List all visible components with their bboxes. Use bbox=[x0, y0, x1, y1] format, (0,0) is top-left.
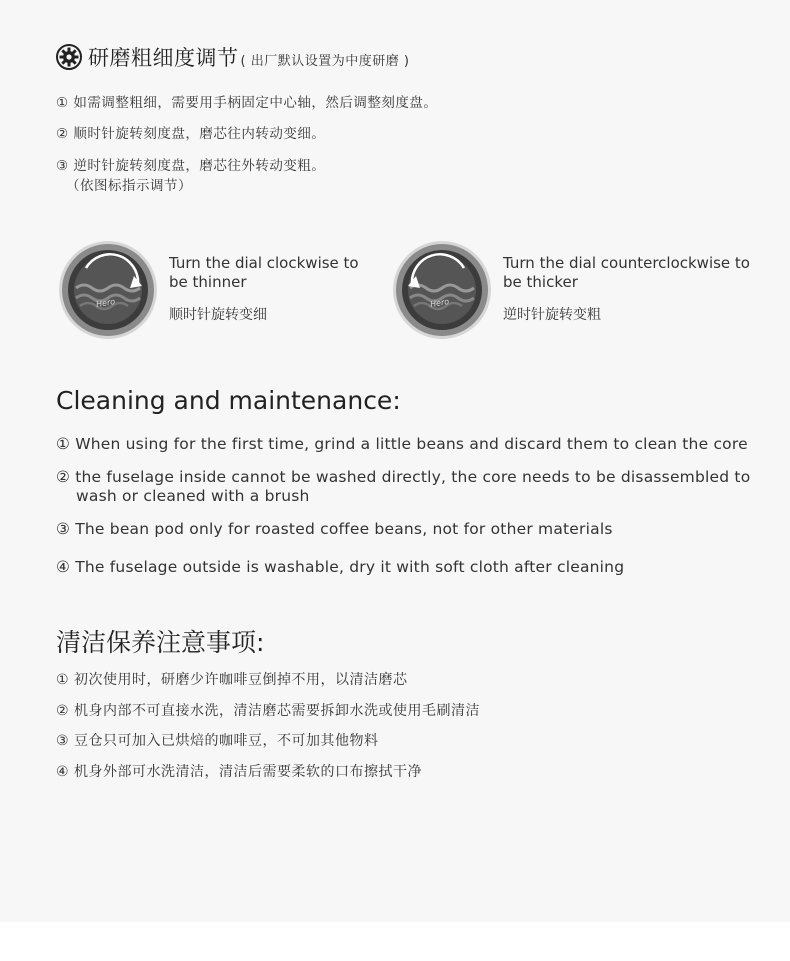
dial-clockwise-brand: Hero bbox=[95, 296, 116, 310]
dial-counterclockwise-image bbox=[392, 240, 492, 340]
cleaning-en-item-4: ④ The fuselage outside is washable, dry it with soft cloth after cleaning bbox=[56, 558, 625, 576]
gear-icon bbox=[56, 44, 82, 70]
dial-counterclockwise-en: Turn the dial counterclockwise to be thicker bbox=[503, 254, 750, 291]
cleaning-zh-item-1: ① 初次使用时，研磨少许咖啡豆倒掉不用，以清洁磨芯 bbox=[56, 672, 408, 688]
grind-note: （依图标指示调节） bbox=[66, 178, 192, 194]
cleaning-en-item-1: ① When using for the first time, grind a little beans and discard them to clean the core bbox=[56, 435, 748, 453]
cleaning-zh-title: 清洁保养注意事项: bbox=[56, 628, 265, 657]
grind-step-3: ③ 逆时针旋转刻度盘，磨芯往外转动变粗。 bbox=[56, 158, 326, 174]
dial-clockwise-en: Turn the dial clockwise to be thinner bbox=[169, 254, 359, 291]
cleaning-en-item-2: ② the fuselage inside cannot be washed directly, the core needs to be disassembled to wash or cleaned with a brush bbox=[56, 468, 751, 505]
grind-step-1: ① 如需调整粗细，需要用手柄固定中心轴，然后调整刻度盘。 bbox=[56, 95, 438, 111]
dial-counterclockwise-zh: 逆时针旋转变粗 bbox=[503, 307, 601, 323]
dial-clockwise-image bbox=[58, 240, 158, 340]
dial-counterclockwise-brand: Hero bbox=[429, 296, 450, 310]
cleaning-zh-item-3: ③ 豆仓只可加入已烘焙的咖啡豆，不可加其他物料 bbox=[56, 733, 379, 749]
grind-step-2: ② 顺时针旋转刻度盘，磨芯往内转动变细。 bbox=[56, 126, 326, 142]
grind-section-title bbox=[88, 42, 409, 72]
dial-clockwise-zh: 顺时针旋转变细 bbox=[169, 307, 267, 323]
cleaning-en-title: Cleaning and maintenance: bbox=[56, 386, 401, 415]
cleaning-zh-item-4: ④ 机身外部可水洗清洁，清洁后需要柔软的口布擦拭干净 bbox=[56, 764, 422, 780]
grind-subtitle: ( 出厂默认设置为中度研磨 ) bbox=[240, 54, 410, 69]
cleaning-en-item-3: ③ The bean pod only for roasted coffee beans, not for other materials bbox=[56, 520, 613, 538]
grind-title-text: 研磨粗细度调节 bbox=[88, 46, 239, 70]
cleaning-zh-item-2: ② 机身内部不可直接水洗，清洁磨芯需要拆卸水洗或使用毛刷清洁 bbox=[56, 703, 480, 719]
